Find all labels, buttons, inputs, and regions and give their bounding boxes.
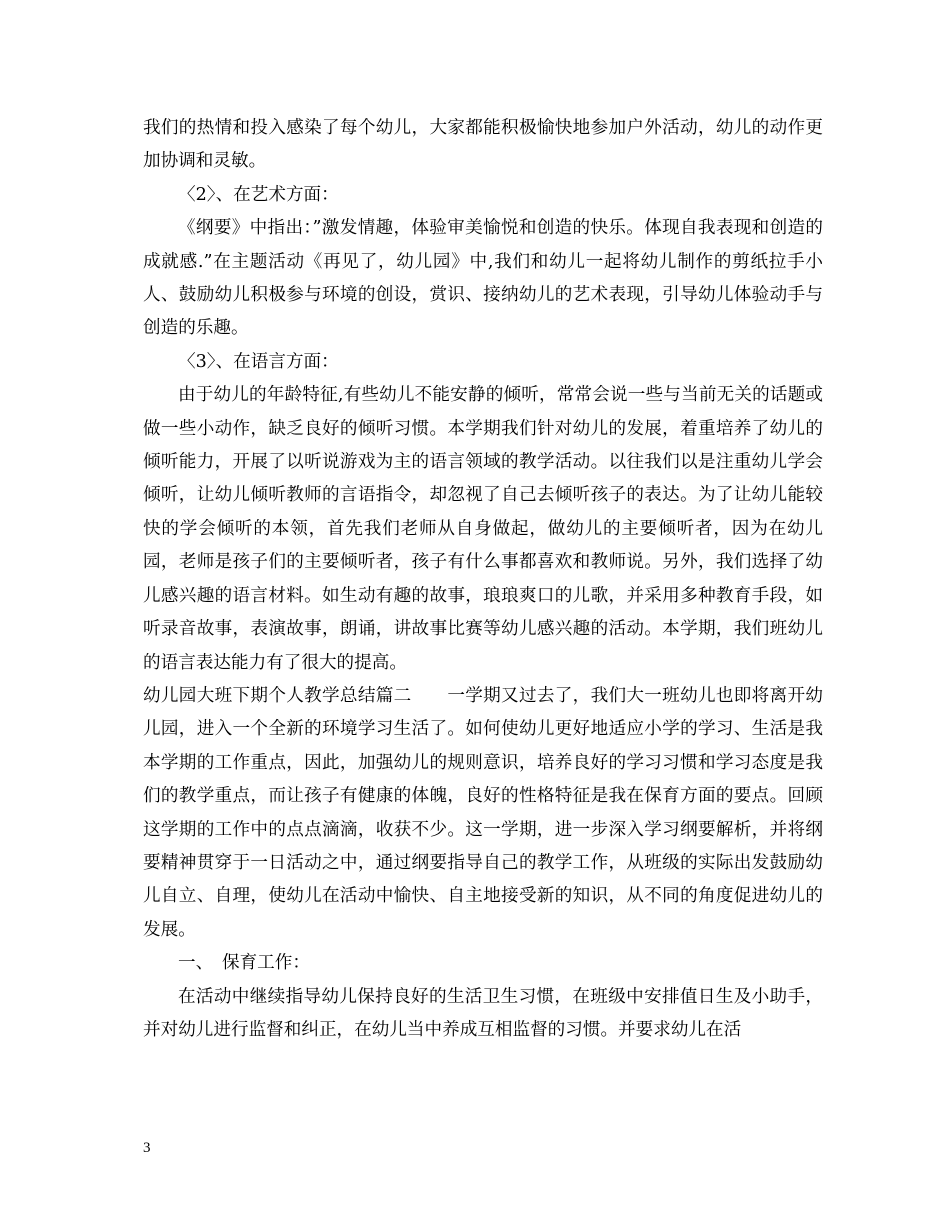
paragraph: 在活动中继续指导幼儿保持良好的生活卫生习惯，在班级中安排值日生及小助手，并对幼儿进行监督和纠正，在幼儿当中养成互相监督的习惯。并要求幼儿在活 [143, 986, 823, 1040]
section-heading-language: 〈3〉、在语言方面： [178, 351, 339, 372]
section-heading-care: 一、 保育工作： [178, 953, 310, 974]
document-body [143, 112, 823, 1047]
paragraph: 我们的热情和投入感染了每个幼儿，大家都能积极愉快地参加户外活动，幼儿的动作更加协调和灵敏。 [143, 118, 823, 172]
page-number: 3 [143, 1140, 151, 1156]
paragraph: 幼儿园大班下期个人教学总结篇二 一学期又过去了，我们大一班幼儿也即将离开幼儿园，进入一个全新的环境学习生活了。如何使幼儿更好地适应小学的学习、生活是我本学期的工作重点，因此，加强幼儿的规则意识，培养良好的学习习惯和学习态度是我们的教学重点，而让孩子有健康的体魄，良好的性格特征是我在保育方面的要点。回顾这学期的工作中的点点滴滴，收获不少。这一学期，进一步深入学习纲要解析，并将纲要精神贯穿于一日活动之中，通过纲要指导自己的教学工作，从班级的实际出发鼓励幼儿自立、自理，使幼儿在活动中愉快、自主地接受新的知识，从不同的角度促进幼儿的发展。 [143, 685, 823, 940]
section-heading-art: 〈2〉、在艺术方面： [178, 184, 339, 205]
paragraph: 《纲要》中指出：”激发情趣，体验审美愉悦和创造的快乐。体现自我表现和创造的成就感.”在主题活动《再见了，幼儿园》中,我们和幼儿一起将幼儿制作的剪纸拉手小人、鼓励幼儿积极参与环境的创设，赏识、接纳幼儿的艺术表现，引导幼儿体验动手与创造的乐趣。 [143, 218, 823, 339]
paragraph: 由于幼儿的年龄特征,有些幼儿不能安静的倾听，常常会说一些与当前无关的话题或做一些小动作，缺乏良好的倾听习惯。本学期我们针对幼儿的发展，着重培养了幼儿的倾听能力，开展了以听说游戏为主的语言领域的教学活动。以往我们以是注重幼儿学会倾听，让幼儿倾听教师的言语指令，却忽视了自己去倾听孩子的表达。为了让幼儿能较快的学会倾听的本领，首先我们老师从自身做起，做幼儿的主要倾听者，因为在幼儿园，老师是孩子们的主要倾听者，孩子有什么事都喜欢和教师说。另外，我们选择了幼儿感兴趣的语言材料。如生动有趣的故事，琅琅爽口的儿歌，并采用多种教育手段，如听录音故事，表演故事，朗诵，讲故事比赛等幼儿感兴趣的活动。本学期，我们班幼儿的语言表达能力有了很大的提高。 [143, 385, 823, 673]
